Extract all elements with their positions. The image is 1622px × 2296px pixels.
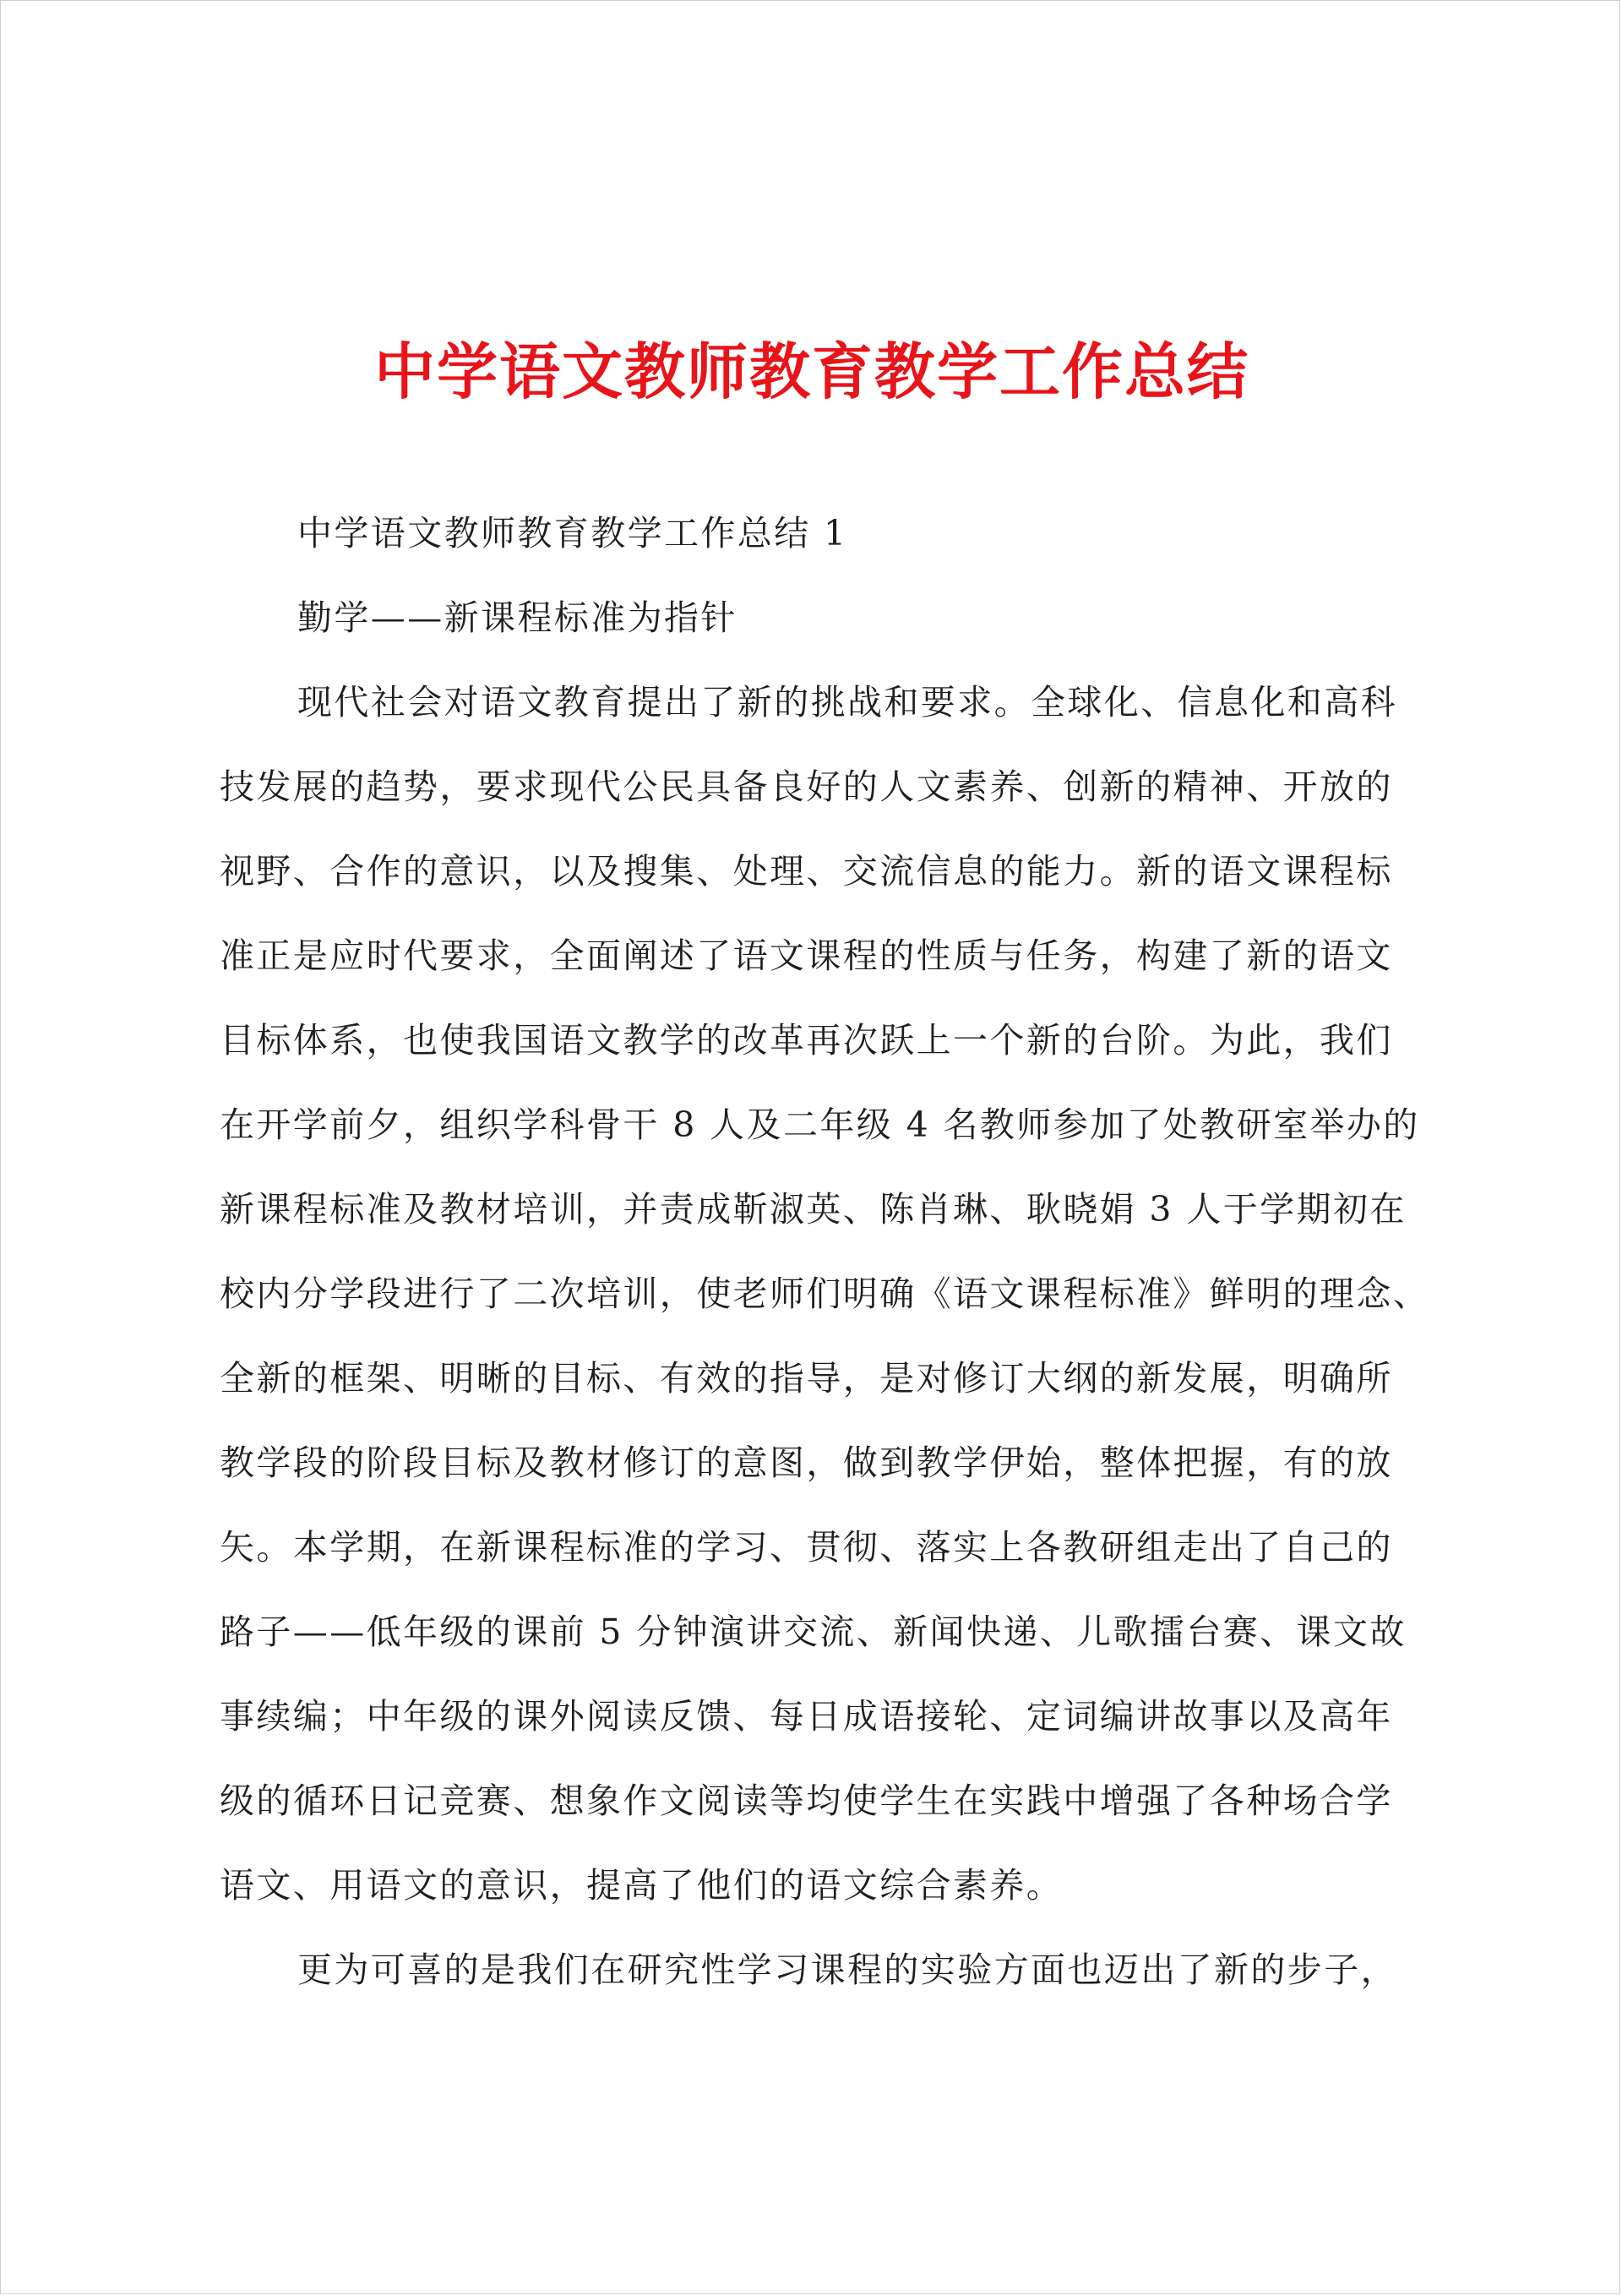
paragraph-line: 事续编；中年级的课外阅读反馈、每日成语接轮、定词编讲故事以及高年 [220,1696,1393,1737]
paragraph-line: 在开学前夕，组织学科骨干 8 人及二年级 4 名教师参加了处教研室举办的 [220,1104,1420,1145]
paragraph-line: 教学段的阶段目标及教材修订的意图，做到教学伊始，整体把握，有的放 [220,1442,1393,1483]
document-title: 中学语文教师教育教学工作总结 [373,335,1249,407]
paragraph-line: 全新的框架、明晰的目标、有效的指导，是对修订大纲的新发展，明确所 [220,1358,1393,1399]
paragraph-line: 目标体系，也使我国语文教学的改革再次跃上一个新的台阶。为此，我们 [220,1020,1393,1061]
paragraph-line: 现代社会对语文教育提出了新的挑战和要求。全球化、信息化和高科 [297,682,1397,723]
paragraph-line: 级的循环日记竞赛、想象作文阅读等均使学生在实践中增强了各种场合学 [220,1781,1393,1821]
document-body [220,491,1430,2012]
paragraph-line: 视野、合作的意识，以及搜集、处理、交流信息的能力。新的语文课程标 [220,851,1393,892]
paragraph-2: 更为可喜的是我们在研究性学习课程的实验方面也迈出了新的步子， [297,1950,1397,1990]
paragraph-line: 语文、用语文的意识，提高了他们的语文综合素养。 [220,1865,1064,1906]
subtitle: 中学语文教师教育教学工作总结 1 [297,513,848,554]
paragraph-line: 技发展的趋势，要求现代公民具备良好的人文素养、创新的精神、开放的 [220,766,1393,807]
paragraph-line: 校内分学段进行了二次培训，使老师们明确《语文课程标准》鲜明的理念、 [220,1273,1430,1314]
paragraph-line: 路子——低年级的课前 5 分钟演讲交流、新闻快递、儿歌擂台赛、课文故 [220,1612,1407,1652]
paragraph-line: 新课程标准及教材培训，并责成靳淑英、陈肖琳、耿晓娟 3 人于学期初在 [220,1189,1407,1230]
paragraph-line: 矢。本学期，在新课程标准的学习、贯彻、落实上各教研组走出了自己的 [220,1527,1393,1568]
paragraph-1 [220,660,1430,1928]
paragraph-line: 准正是应时代要求，全面阐述了语文课程的性质与任务，构建了新的语文 [220,935,1393,976]
section-heading: 勤学——新课程标准为指针 [297,597,738,638]
